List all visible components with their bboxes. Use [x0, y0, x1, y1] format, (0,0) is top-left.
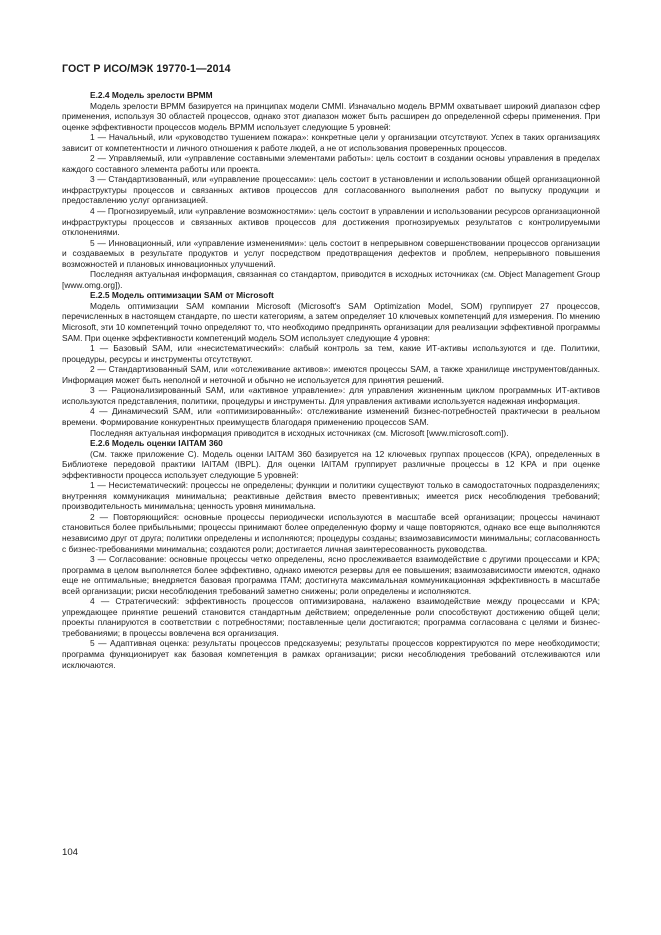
paragraph: 2 — Повторяющийся: основные процессы периодически используются в масштабе всей организации; процессы начинают становиться более прибыльными; процессы принимают более определенную форму и чаще повторяются, однако все еще выполняются независимо друг от друга; политики определены и исполняются; процедуры созданы; взаимозависимости минимальны; согласованность с бизнес-требованиями минимальна; создаются роли; достигается личная заинтересованность руководства.: [62, 511, 600, 554]
paragraph: 5 — Инновационный, или «управление изменениями»: цель состоит в непрерывном совершенствовании процессов организации и создаваемых в результате продуктов и услуг посредством предотвращения дефектов и проблем, непрерывного повышения возможностей и плановых инновационных улучшений.: [62, 237, 600, 269]
paragraph: 1 — Начальный, или «руководство тушением пожара»: конкретные цели у организации отсутствуют. Успех в таких организациях зависит от компетентности и личного отношения к работе людей, а не от использования проверенных процессов.: [62, 132, 600, 153]
paragraph: (См. также приложение С). Модель оценки IAITAM 360 базируется на 12 ключевых группах процессов (KPA), определенных в Библиотеке передовой практики IAITAM (IBPL). Для оценки IAITAM группирует различные процессы в 12 KPA и при оценке эффективности процесса использует следующие 5 уровней:: [62, 448, 600, 480]
paragraph: Последняя актуальная информация приводится в исходных источниках (см. Microsoft [www.microsoft.com]).: [90, 427, 509, 438]
paragraph: Модель зрелости BPMM базируется на принципах модели CMMI. Изначально модель BPMM охватывает широкий диапазон сфер применения, используя 30 областей процессов, однако этот диапазон может быть расширен до определенной сферы применения. При оценке эффективности процессов модель BPMM использует следующие 5 уровней:: [62, 100, 600, 132]
paragraph: 4 — Прогнозируемый, или «управление возможностями»: цель состоит в управлении и использовании ресурсов организационной инфраструктуры процессов и связанных активов процессов для достижения прогнозируемых результатов с контролируемыми отклонениями.: [62, 206, 600, 238]
paragraph: 2 — Управляемый, или «управление составными элементами работы»: цель состоит в создании основы управления в пределах каждого составного элемента работы или проекта.: [62, 153, 600, 174]
page-number: 104: [62, 847, 79, 858]
document-body: [62, 90, 600, 670]
paragraph: 3 — Рационализированный SAM, или «активное управление»: для управления жизненным циклом программных ИТ-активов используются представления, политики, процедуры и инструменты. Для управления активами используется надежная информация.: [62, 385, 600, 406]
standard-header: ГОСТ Р ИСО/МЭК 19770-1—2014: [62, 63, 231, 75]
section-heading-microsoft-som: Е.2.5 Модель оптимизации SAM от Microsoft: [90, 290, 274, 301]
section-heading-iaitam: Е.2.6 Модель оценки IAITAM 360: [90, 438, 223, 449]
paragraph: Последняя актуальная информация, связанная со стандартом, приводится в исходных источниках (см. Object Management Group [www.omg.org]).: [62, 269, 600, 290]
paragraph: 3 — Согласование: основные процессы четко определены, ясно прослеживается взаимодействие с другими процессами и KPA; программа в целом выполняется более эффективно, однако имеются резервы для ее повышения; взаимозависимости имеются, однако еще не оптимальные; внедряется базовая программа ITAM; достигнута максимальная коммуникационная эффективность в масштабе всей организации; риски несоблюдения требований заметно снижены; роли определены и исполняются.: [62, 554, 600, 596]
paragraph: 4 — Динамический SAM, или «оптимизированный»: отслеживание изменений бизнес-потребностей практически в реальном времени. Формирование конкурентных преимуществ благодаря применению процессов SAM.: [62, 406, 600, 427]
paragraph: 5 — Адаптивная оценка: результаты процессов предсказуемы; результаты процессов корректируются по мере необходимости; программа функционирует как базовая компетенция в рамках организации; риски несоблюдения требований отслеживаются или исключаются.: [62, 638, 600, 670]
paragraph: 1 — Несистематический: процессы не определены; функции и политики существуют только в самодостаточных подразделениях; внутренняя коммуникация минимальна; реактивные действия вместо превентивных; имеется риск несоблюдения требований; производительность минимальна; ценность уровня минимальна.: [62, 480, 600, 512]
section-heading-bpmm: Е.2.4 Модель зрелости BPMM: [90, 90, 213, 100]
paragraph: Модель оптимизации SAM компании Microsoft (Microsoft's SAM Optimization Model, SOM) группирует 27 процессов, перечисленных в настоящем стандарте, по шести категориям, а затем определяет 10 ключевых компетенций для измерения. По мнению Microsoft, эти 10 компетенций точно определяют то, что необходимо предпринять организации для реализации эффективной программы SAM. При оценке эффективности компетенций модель SOM использует следующие 4 уровня:: [62, 300, 600, 343]
paragraph: 3 — Стандартизованный, или «управление процессами»: цель состоит в установлении и использовании общей организационной инфраструктуры процессов и связанных активов процессов для согласованного выполнения работ по выпуску продукции и предоставлению услуг организацией.: [62, 174, 600, 206]
paragraph: 4 — Стратегический: эффективность процессов оптимизирована, налажено взаимодействие между процессами и KPA; упреждающее принятие решений становится стандартным действием; определенные роли способствуют достижению общей цели; проекты планируются в соответствии с потребностями; поставленные цели достигаются; программа согласована с целями и бизнес-требованиями; в процессы вовлечена вся организация.: [62, 596, 600, 638]
paragraph: 1 — Базовый SAM, или «несистематический»: слабый контроль за тем, какие ИТ-активы используются и где. Политики, процедуры, ресурсы и инструменты отсутствуют.: [62, 343, 600, 364]
paragraph: 2 — Стандартизованный SAM, или «отслеживание активов»: имеются процессы SAM, а также хранилище инструментов/данных. Информация может быть неполной и неточной и обычно не используется для принятия решений.: [62, 364, 600, 385]
